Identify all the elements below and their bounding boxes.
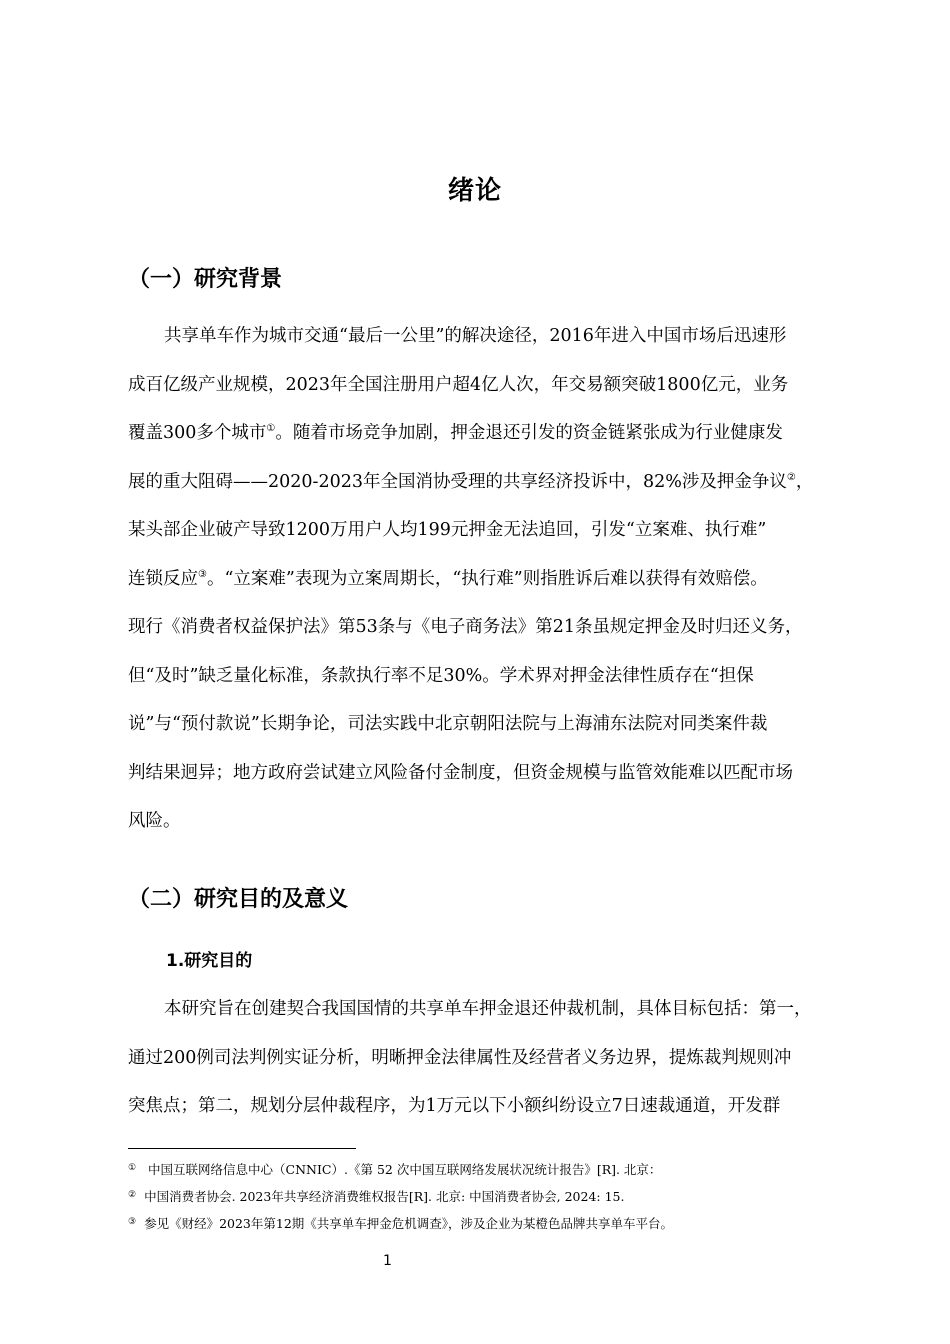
paragraph-line: 但“及时”缺乏量化标准，条款执行率不足30%。学术界对押金法律性质存在“担保 [128, 665, 754, 686]
footnote-marker[interactable]: ② [786, 471, 796, 483]
paragraph-line: 通过200例司法判例实证分析，明晰押金法律属性及经营者义务边界，提炼裁判规则冲 [128, 1047, 792, 1068]
paragraph-line: 成百亿级产业规模，2023年全国注册用户超4亿人次，年交易额突破1800亿元，业务 [128, 374, 789, 395]
paragraph-line: 风险。 [128, 811, 181, 831]
paragraph-line: 覆盖300多个城市①。随着市场竞争加剧，押金退还引发的资金链紧张成为行业健康发 [128, 423, 783, 443]
section-heading-purpose: （二）研究目的及意义 [128, 887, 349, 912]
footnote-3 [128, 1214, 673, 1232]
paragraph-line: 本研究旨在创建契合我国国情的共享单车押金退还仲裁机制，具体目标包括：第一， [164, 999, 812, 1019]
paragraph-line: 某头部企业破产导致1200万用户人均199元押金无法追回，引发“立案难、执行难” [128, 520, 767, 540]
paragraph-line: 连锁反应③。“立案难”表现为立案周期长，“执行难”则指胜诉后难以获得有效赔偿。 [128, 568, 768, 589]
page-title: 绪论 [447, 176, 502, 206]
background-paragraph [128, 312, 865, 846]
footnote-mark: ② [128, 1190, 137, 1200]
paragraph-line: 展的重大阻碍——2020-2023年全国消协受理的共享经济投诉中，82%涉及押金争议②， [128, 471, 814, 492]
footnote-marker[interactable]: ① [266, 423, 276, 434]
footnote-1 [128, 1160, 661, 1178]
footnote-text: 中国互联网络信息中心（CNNIC）.《第 52 次中国互联网络发展状况统计报告》[R]. 北京： [144, 1162, 662, 1177]
paragraph-line: 判结果迥异；地方政府尝试建立风险备付金制度，但资金规模与监管效能难以匹配市场 [128, 762, 793, 783]
footnote-mark: ③ [128, 1217, 137, 1227]
footnote-2 [128, 1187, 624, 1205]
footnote-text: 中国消费者协会. 2023年共享经济消费维权报告[R]. 北京: 中国消费者协会, 2024: 15. [144, 1189, 625, 1204]
page-number: 1 [383, 1253, 392, 1269]
footnote-text: 参见《财经》2023年第12期《共享单车押金危机调查》，涉及企业为某橙色品牌共享单车平台。 [144, 1216, 674, 1231]
paragraph-line: 突焦点；第二，规划分层仲裁程序，为1万元以下小额纠纷设立7日速裁通道，开发群 [128, 1096, 781, 1116]
subsection-heading: 1.研究目的 [166, 951, 253, 971]
footnote-marker[interactable]: ③ [198, 568, 207, 580]
footnote-mark: ① [128, 1163, 137, 1173]
section-heading-background: （一）研究背景 [128, 267, 283, 292]
footnote-separator [128, 1148, 356, 1149]
paragraph-line: 说”与“预付款说”长期争论，司法实践中北京朝阳法院与上海浦东法院对同类案件裁 [128, 714, 768, 734]
paragraph-line: 现行《消费者权益保护法》第53条与《电子商务法》第21条虽规定押金及时归还义务， [128, 617, 803, 637]
purpose-paragraph [128, 985, 865, 1131]
paragraph-line: 共享单车作为城市交通“最后一公里”的解决途径，2016年进入中国市场后迅速形 [164, 326, 787, 346]
